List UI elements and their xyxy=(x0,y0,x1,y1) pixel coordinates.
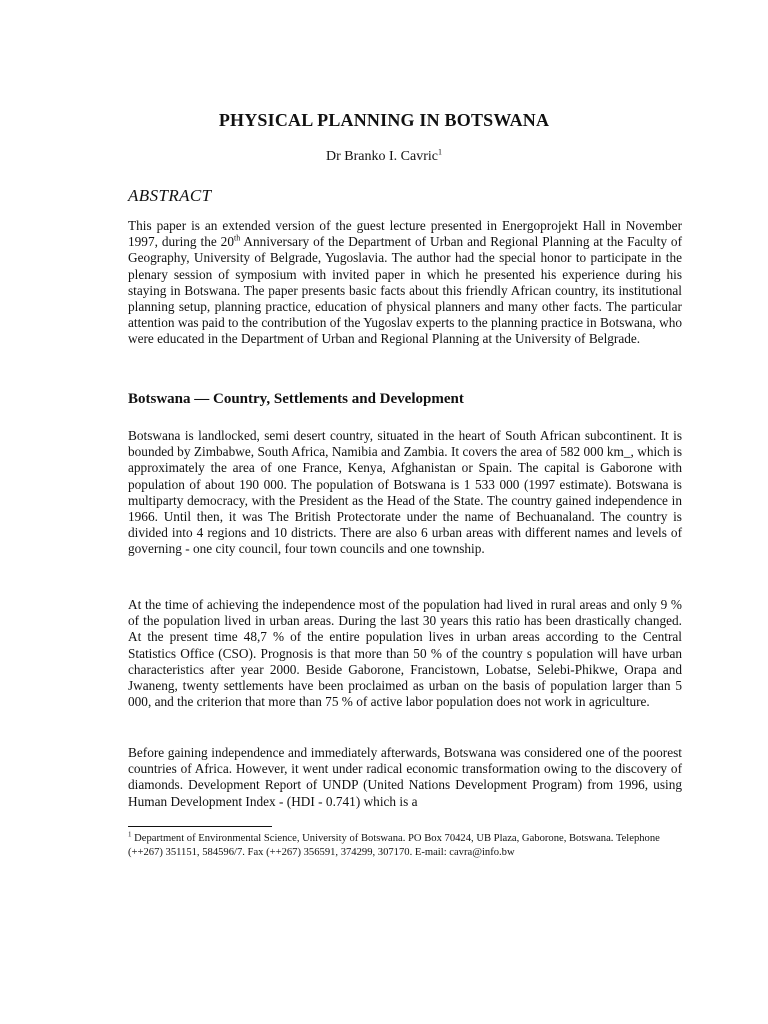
body-paragraph-2: At the time of achieving the independence most of the population had lived in rural areas and only 9 % of the population lived in urban areas. During the last 30 years this ratio has been drastically changed. At the present time 48,7 % of the entire population lives in urban areas according to the Central Statistics Office (CSO). Prognosis is that more than 50 % of the country s population will have urban characteristics after year 2000. Beside Gaborone, Francistown, Lobatse, Selebi-Phikwe, Orapa and Jwaneng, twenty settlements have been proclaimed as urban on the basis of population larger than 5 000, and the criterion that more than 75 % of active labor population does not work in agriculture. xyxy=(128,597,682,710)
author-footnote-mark: 1 xyxy=(437,147,442,157)
abstract-paragraph xyxy=(128,218,682,348)
footnote-text: Department of Environmental Science, University of Botswana. PO Box 70424, UB Plaza, Gaborone, Botswana. Telephone (++267) 351151, 584596/7. Fax (++267) 356591, 374299, 307170. E-mail: cavra@info.bw xyxy=(128,833,660,858)
ordinal-suffix: th xyxy=(233,233,241,243)
body-paragraph-1: Botswana is landlocked, semi desert country, situated in the heart of South African subcontinent. It is bounded by Zimbabwe, South Africa, Namibia and Zambia. It covers the area of 582 000 km_, which is approximately the area of one France, Kenya, Afghanistan or Spain. The capital is Gaborone with population of about 190 000. The population of Botswana is 1 533 000 (1997 estimate). Botswana is multiparty democracy, with the President as the Head of the State. The country gained independence in 1966. Until then, it was The British Protectorate under the name of Bechuanaland. The country is divided into 4 regions and 10 districts. There are also 6 urban areas with different names and levels of governing - one city council, four town councils and one township. xyxy=(128,428,682,557)
author-line xyxy=(0,149,768,165)
footnote xyxy=(128,832,688,860)
footnote-mark: 1 xyxy=(128,830,132,839)
abstract-heading: ABSTRACT xyxy=(128,186,212,205)
body-paragraph-3: Before gaining independence and immediately afterwards, Botswana was considered one of the poorest countries of Africa. However, it went under radical economic transformation owing to the discovery of diamonds. Development Report of UNDP (United Nations Development Program) from 1996, using Human Development Index - (HDI - 0.741) which is a xyxy=(128,745,682,809)
abstract-text-start: This paper is an extended version of the guest lecture presented in Energoprojekt Hall in November 1997, during the 20 xyxy=(128,218,682,250)
document-title: PHYSICAL PLANNING IN BOTSWANA xyxy=(218,110,550,130)
footnote-divider xyxy=(128,826,272,827)
abstract-text-end: Anniversary of the Department of Urban and Regional Planning at the Faculty of Geography, University of Belgrade, Yugoslavia. The author had the special honor to participate in the plenary session of symposium with invited paper in which he presented his experience during his staying in Botswana. The paper presents basic facts about this friendly African country, its institutional planning setup, planning practice, education of physical planners and many other facts. The particular attention was paid to the contribution of the Yugoslav experts to the planning practice in Botswana, who were educated in the Department of Urban and Regional Planning at the University of Belgrade. xyxy=(128,234,682,347)
author-name: Dr Branko I. Cavric xyxy=(326,149,438,164)
section-heading: Botswana — Country, Settlements and Development xyxy=(128,391,464,407)
